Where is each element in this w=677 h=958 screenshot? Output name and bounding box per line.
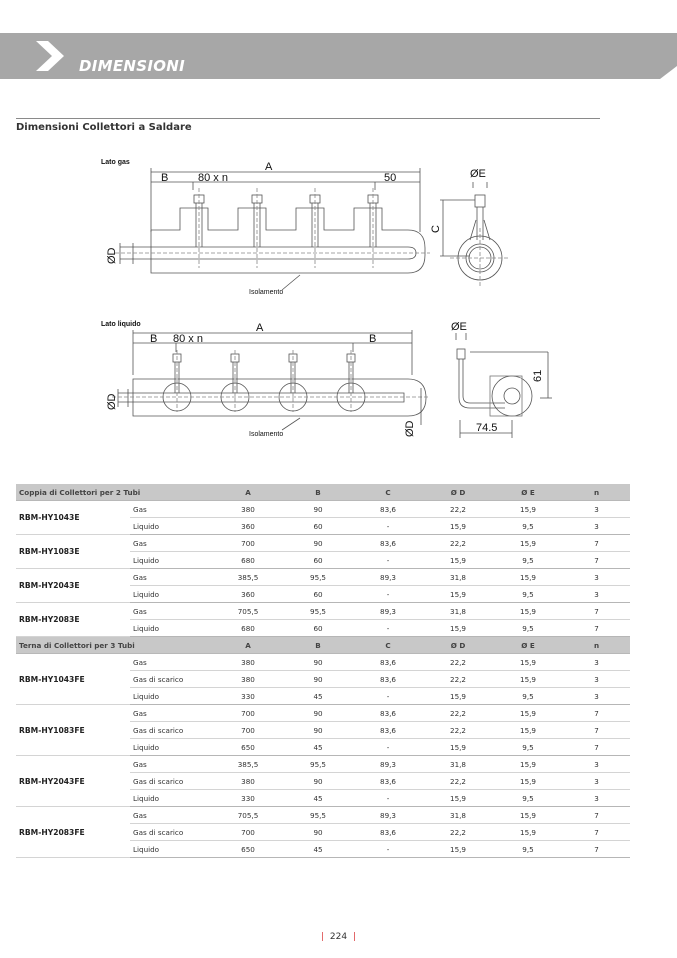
- gas-dim-50: 50: [384, 172, 397, 184]
- table-cell: 83,6: [353, 501, 423, 518]
- row-type: Gas: [130, 603, 213, 620]
- table-cell: 9,5: [493, 586, 563, 603]
- gas-dim-c: C: [430, 225, 442, 233]
- model-name: RBM-HY2043E: [16, 569, 130, 603]
- table-cell: 90: [283, 773, 353, 790]
- model-name: RBM-HY2043FE: [16, 756, 130, 807]
- table-cell: 15,9: [493, 773, 563, 790]
- table-cell: 7: [563, 807, 630, 824]
- table-cell: 90: [283, 501, 353, 518]
- table-cell: 83,6: [353, 671, 423, 688]
- row-type: Gas di scarico: [130, 824, 213, 841]
- table-header-row: [16, 637, 630, 654]
- table-cell: 3: [563, 586, 630, 603]
- column-header: Ø D: [423, 637, 493, 654]
- table-cell: 95,5: [283, 756, 353, 773]
- table-cell: -: [353, 620, 423, 637]
- table-cell: 7: [563, 705, 630, 722]
- table-cell: 22,2: [423, 705, 493, 722]
- table-cell: 15,9: [493, 569, 563, 586]
- liquid-dim-61: 61: [532, 369, 544, 382]
- table-cell: 385,5: [213, 569, 283, 586]
- table-cell: 9,5: [493, 552, 563, 569]
- gas-side-label: Lato gas: [101, 159, 130, 166]
- table-cell: 3: [563, 654, 630, 671]
- table-cell: 31,8: [423, 603, 493, 620]
- table-cell: 700: [213, 705, 283, 722]
- table-cell: 31,8: [423, 569, 493, 586]
- column-header: n: [563, 637, 630, 654]
- table-cell: 83,6: [353, 824, 423, 841]
- model-name: RBM-HY1083FE: [16, 705, 130, 756]
- gas-dim-e: ØE: [470, 168, 486, 180]
- table-row: [16, 603, 630, 620]
- model-name: RBM-HY2083FE: [16, 807, 130, 858]
- table-cell: 90: [283, 671, 353, 688]
- table-cell: 15,9: [493, 671, 563, 688]
- table-cell: 15,9: [423, 620, 493, 637]
- table-cell: 360: [213, 518, 283, 535]
- table-cell: 700: [213, 824, 283, 841]
- table-cell: 95,5: [283, 603, 353, 620]
- row-type: Gas: [130, 501, 213, 518]
- column-header: Ø E: [493, 637, 563, 654]
- table-cell: 90: [283, 824, 353, 841]
- row-type: Liquido: [130, 841, 213, 858]
- liquid-dim-d-side: ØD: [404, 420, 416, 437]
- model-name: RBM-HY1043E: [16, 501, 130, 535]
- table-cell: 60: [283, 620, 353, 637]
- table-cell: -: [353, 586, 423, 603]
- table-cell: 680: [213, 620, 283, 637]
- table-cell: 90: [283, 535, 353, 552]
- liquid-dim-80xn: 80 x n: [173, 333, 203, 345]
- row-type: Liquido: [130, 739, 213, 756]
- column-header: n: [563, 484, 630, 501]
- table-cell: 7: [563, 552, 630, 569]
- table-cell: 15,9: [493, 824, 563, 841]
- table-cell: 700: [213, 722, 283, 739]
- table-cell: 22,2: [423, 535, 493, 552]
- table-cell: 3: [563, 569, 630, 586]
- table-cell: 7: [563, 535, 630, 552]
- row-type: Liquido: [130, 586, 213, 603]
- table-cell: 15,9: [423, 790, 493, 807]
- column-header: A: [213, 637, 283, 654]
- table-cell: 380: [213, 501, 283, 518]
- table-header-row: [16, 484, 630, 501]
- table-cell: 380: [213, 671, 283, 688]
- table-cell: 95,5: [283, 807, 353, 824]
- table-cell: 22,2: [423, 671, 493, 688]
- row-type: Gas: [130, 654, 213, 671]
- row-type: Gas: [130, 705, 213, 722]
- row-type: Gas di scarico: [130, 671, 213, 688]
- table-cell: 9,5: [493, 739, 563, 756]
- table-cell: 45: [283, 790, 353, 807]
- table-cell: -: [353, 790, 423, 807]
- section-title: Dimensioni Collettori a Saldare: [16, 122, 192, 133]
- table-cell: 89,3: [353, 756, 423, 773]
- group-title: Coppia di Collettori per 2 Tubi: [16, 484, 213, 501]
- group-title: Terna di Collettori per 3 Tubi: [16, 637, 213, 654]
- table-cell: 15,9: [423, 586, 493, 603]
- liquid-dim-e: ØE: [451, 321, 467, 333]
- row-type: Liquido: [130, 552, 213, 569]
- row-type: Gas: [130, 807, 213, 824]
- gas-dim-a: A: [265, 161, 273, 173]
- table-cell: 385,5: [213, 756, 283, 773]
- table-cell: 83,6: [353, 705, 423, 722]
- table-cell: 9,5: [493, 620, 563, 637]
- model-name: RBM-HY1043FE: [16, 654, 130, 705]
- table-cell: 89,3: [353, 569, 423, 586]
- table-cell: 90: [283, 705, 353, 722]
- table-cell: 9,5: [493, 518, 563, 535]
- table-cell: -: [353, 841, 423, 858]
- table-cell: 22,2: [423, 824, 493, 841]
- row-type: Gas: [130, 569, 213, 586]
- row-type: Liquido: [130, 790, 213, 807]
- table-cell: -: [353, 552, 423, 569]
- table-cell: 3: [563, 790, 630, 807]
- table-cell: 15,9: [423, 739, 493, 756]
- table-cell: 9,5: [493, 790, 563, 807]
- table-cell: 60: [283, 552, 353, 569]
- row-type: Gas di scarico: [130, 722, 213, 739]
- table-cell: 15,9: [423, 688, 493, 705]
- table-row: [16, 569, 630, 586]
- table-cell: -: [353, 688, 423, 705]
- table-cell: 83,6: [353, 773, 423, 790]
- table-cell: 83,6: [353, 535, 423, 552]
- table-cell: 90: [283, 654, 353, 671]
- table-cell: 650: [213, 841, 283, 858]
- model-name: RBM-HY1083E: [16, 535, 130, 569]
- table-cell: 95,5: [283, 569, 353, 586]
- table-cell: 7: [563, 722, 630, 739]
- table-cell: 9,5: [493, 841, 563, 858]
- table-cell: -: [353, 739, 423, 756]
- table-cell: 22,2: [423, 654, 493, 671]
- table-cell: 45: [283, 739, 353, 756]
- table-cell: 360: [213, 586, 283, 603]
- gas-dim-80xn: 80 x n: [198, 172, 228, 184]
- table-cell: 89,3: [353, 603, 423, 620]
- table-cell: 15,9: [493, 501, 563, 518]
- table-cell: 90: [283, 722, 353, 739]
- page-number: | 224 |: [321, 932, 356, 942]
- table-cell: 15,9: [493, 535, 563, 552]
- liquid-dim-b-left: B: [150, 333, 158, 345]
- table-cell: 15,9: [493, 756, 563, 773]
- table-cell: 45: [283, 841, 353, 858]
- liquid-dim-d: ØD: [106, 393, 118, 410]
- liquid-dim-745: 74.5: [476, 422, 498, 434]
- gas-dim-d: ØD: [106, 247, 118, 264]
- column-header: B: [283, 637, 353, 654]
- table-cell: 89,3: [353, 807, 423, 824]
- row-type: Gas di scarico: [130, 773, 213, 790]
- row-type: Gas: [130, 756, 213, 773]
- table-cell: 380: [213, 773, 283, 790]
- table-cell: 22,2: [423, 773, 493, 790]
- table-cell: 7: [563, 841, 630, 858]
- table-cell: 705,5: [213, 807, 283, 824]
- table-row: [16, 501, 630, 518]
- table-cell: -: [353, 518, 423, 535]
- row-type: Liquido: [130, 620, 213, 637]
- table-cell: 15,9: [423, 518, 493, 535]
- table-cell: 7: [563, 739, 630, 756]
- table-cell: 330: [213, 790, 283, 807]
- gas-insulation-label: Isolamento: [249, 289, 284, 296]
- table-cell: 7: [563, 603, 630, 620]
- column-header: B: [283, 484, 353, 501]
- table-cell: 15,9: [493, 654, 563, 671]
- table-cell: 15,9: [493, 603, 563, 620]
- gas-dim-b: B: [161, 172, 169, 184]
- column-header: A: [213, 484, 283, 501]
- table-cell: 15,9: [423, 841, 493, 858]
- table-row: [16, 535, 630, 552]
- column-header: C: [353, 484, 423, 501]
- liquid-dim-a: A: [256, 322, 264, 334]
- table-cell: 3: [563, 501, 630, 518]
- table-cell: 31,8: [423, 756, 493, 773]
- liquid-insulation-label: Isolamento: [249, 431, 284, 438]
- table-cell: 22,2: [423, 722, 493, 739]
- column-header: Ø D: [423, 484, 493, 501]
- table-cell: 3: [563, 688, 630, 705]
- table-cell: 15,9: [493, 705, 563, 722]
- table-cell: 330: [213, 688, 283, 705]
- table-cell: 31,8: [423, 807, 493, 824]
- table-cell: 7: [563, 620, 630, 637]
- table-cell: 15,9: [493, 807, 563, 824]
- table-cell: 60: [283, 518, 353, 535]
- page-number-value: 224: [329, 932, 348, 942]
- table-cell: 9,5: [493, 688, 563, 705]
- page-title: DIMENSIONI: [79, 57, 186, 75]
- table-cell: 3: [563, 773, 630, 790]
- technical-drawings: [0, 150, 677, 450]
- table-cell: 3: [563, 518, 630, 535]
- table-cell: 83,6: [353, 722, 423, 739]
- table-row: [16, 756, 630, 773]
- row-type: Gas: [130, 535, 213, 552]
- table-cell: 380: [213, 654, 283, 671]
- table-row: [16, 705, 630, 722]
- dimensions-table: [16, 484, 630, 858]
- table-cell: 3: [563, 756, 630, 773]
- column-header: Ø E: [493, 484, 563, 501]
- model-name: RBM-HY2083E: [16, 603, 130, 637]
- liquid-dim-b-right: B: [369, 333, 377, 345]
- row-type: Liquido: [130, 688, 213, 705]
- table-cell: 60: [283, 586, 353, 603]
- table-cell: 83,6: [353, 654, 423, 671]
- table-cell: 650: [213, 739, 283, 756]
- table-cell: 15,9: [493, 722, 563, 739]
- table-cell: 45: [283, 688, 353, 705]
- liquid-side-label: Lato liquido: [101, 321, 141, 328]
- table-cell: 700: [213, 535, 283, 552]
- table-cell: 705,5: [213, 603, 283, 620]
- section-divider: [16, 118, 600, 119]
- table-cell: 22,2: [423, 501, 493, 518]
- table-cell: 680: [213, 552, 283, 569]
- column-header: C: [353, 637, 423, 654]
- table-cell: 15,9: [423, 552, 493, 569]
- table-row: [16, 654, 630, 671]
- table-cell: 3: [563, 671, 630, 688]
- table-cell: 7: [563, 824, 630, 841]
- row-type: Liquido: [130, 518, 213, 535]
- table-row: [16, 807, 630, 824]
